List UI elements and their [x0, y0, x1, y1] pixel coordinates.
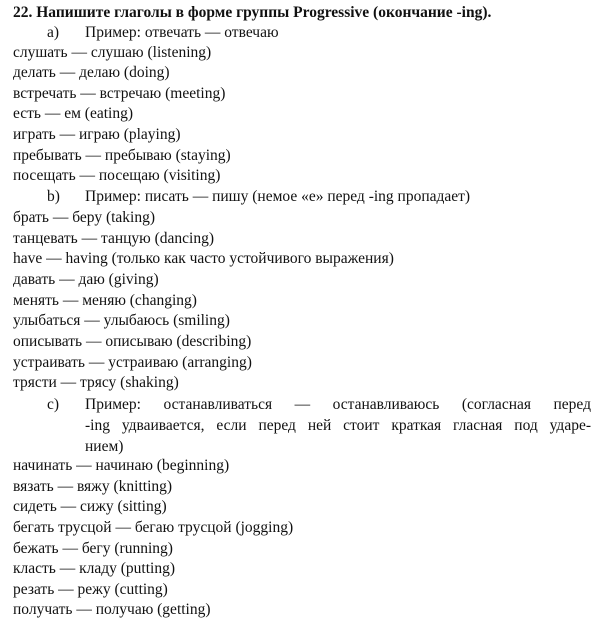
list-item: слушать — слушаю (listening) — [13, 44, 212, 61]
list-item: описывать — описываю (describing) — [13, 333, 252, 350]
list-item: начинать — начинаю (beginning) — [13, 457, 230, 474]
list-item: давать — даю (giving) — [13, 271, 159, 288]
list-item: менять — меняю (changing) — [13, 292, 197, 309]
list-item: брать — беру (taking) — [13, 209, 156, 226]
section-b-example: Пример: писать — пишу (немое «e» перед -ing пропадает) — [85, 188, 471, 205]
list-item: играть — играю (playing) — [13, 126, 181, 143]
list-item: танцевать — танцую (dancing) — [13, 230, 215, 247]
list-item: встречать — встречаю (meeting) — [13, 85, 226, 102]
section-a-example-line — [47, 23, 279, 43]
section-c-example-block — [47, 394, 591, 457]
list-item: получать — получаю (getting) — [13, 601, 211, 618]
section-c-example-line-1 — [47, 394, 591, 415]
section-c-marker: c) — [47, 396, 60, 413]
section-c-example-part-1: Пример: останавливаться — останавливаюсь (согласная перед — [85, 396, 591, 413]
list-item: есть — ем (eating) — [13, 105, 133, 122]
list-item: have — having (только как часто устойчивого выражения) — [13, 250, 394, 267]
list-item: пребывать — пребываю (staying) — [13, 147, 231, 164]
list-item: резать — режу (cutting) — [13, 581, 168, 598]
list-item: бежать — бегу (running) — [13, 540, 173, 557]
list-item: устраивать — устраиваю (arranging) — [13, 354, 252, 371]
section-a-example: Пример: отвечать — отвечаю — [85, 24, 279, 41]
list-item: улыбаться — улыбаюсь (smiling) — [13, 312, 230, 329]
section-c-example-line-3: нием) — [85, 438, 124, 455]
list-item: трясти — трясу (shaking) — [13, 374, 179, 391]
list-item: класть — кладу (putting) — [13, 560, 176, 577]
list-item: бегать трусцой — бегаю трусцой (jogging) — [13, 519, 294, 536]
section-a-marker: a) — [47, 24, 60, 41]
exercise-title: 22. Напишите глаголы в форме группы Progressive (окончание -ing). — [13, 4, 492, 21]
section-b-marker: b) — [47, 188, 60, 205]
list-item: посещать — посещаю (visiting) — [13, 167, 221, 184]
list-item: вязать — вяжу (knitting) — [13, 478, 173, 495]
section-b-example-line — [47, 187, 470, 207]
list-item: делать — делаю (doing) — [13, 64, 170, 81]
section-c-example-line-2: -ing удваивается, если перед ней стоит краткая гласная под ударе- — [85, 417, 591, 434]
list-item: сидеть — сижу (sitting) — [13, 498, 167, 515]
